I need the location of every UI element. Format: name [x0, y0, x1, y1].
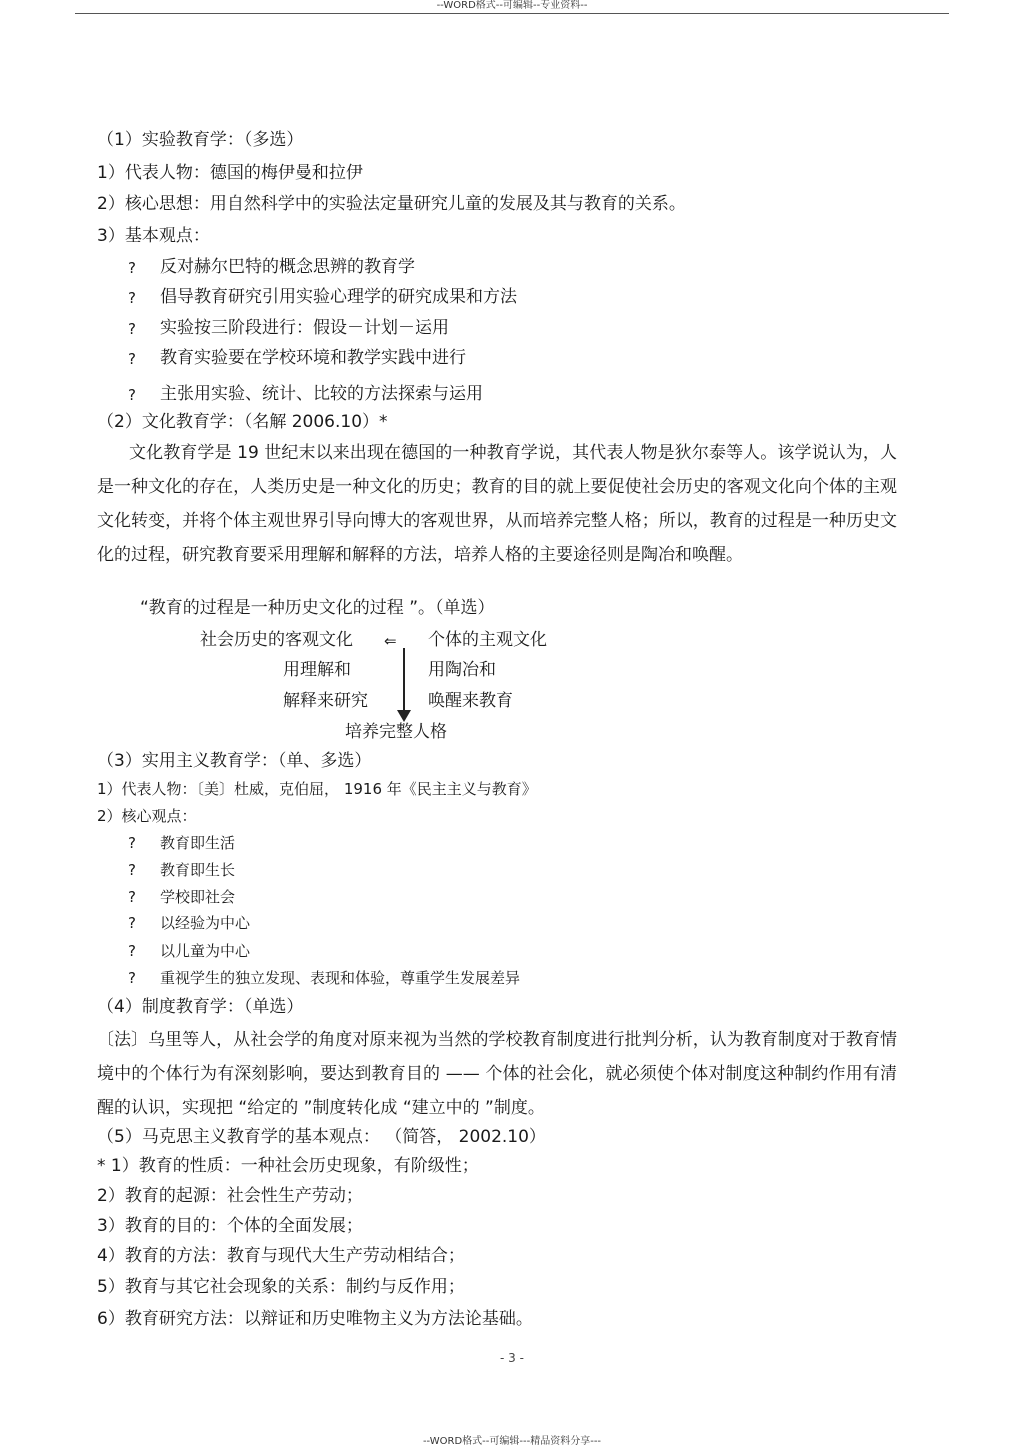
s5-line: * 1）教育的性质：一种社会历史现象，有阶级性；	[97, 1156, 479, 1176]
s5-line: 6）教育研究方法：以辩证和历史唯物主义为方法论基础。	[97, 1309, 533, 1329]
s3-title: （3）实用主义教育学：（单、多选）	[97, 751, 372, 771]
s4-paragraph: 〔法〕乌里等人，从社会学的角度对原来视为当然的学校教育制度进行批判分析，认为教育制度对于教育情境中的个体行为有深刻影响，要达到教育目的 —— 个体的社会化，就必须使个体对制度这种制约作用有清醒的认识，实现把 “给定的 ”制度转化成 “建立中的 ”制度。	[97, 1030, 897, 1118]
s1-line-3: 3）基本观点：	[97, 226, 210, 246]
bullet-icon: ?	[128, 914, 136, 932]
s4-title: （4）制度教育学：（单选）	[97, 997, 304, 1017]
s3-bullet-item: 以经验为中心	[160, 914, 251, 932]
diagram-method-label-1: 用理解和	[283, 660, 351, 680]
s1-bullet-item: 反对赫尔巴特的概念思辨的教育学	[160, 257, 415, 277]
bullet-icon: ?	[128, 320, 136, 338]
diagram-method-label-4: 唤醒来教育	[428, 691, 513, 711]
diagram-method-label-3: 用陶冶和	[428, 660, 496, 680]
diagram-subjective-culture: 个体的主观文化	[428, 630, 547, 650]
s1-title: （1）实验教育学：（多选）	[97, 130, 304, 150]
s1-bullet-item: 教育实验要在学校环境和教学实践中进行	[160, 348, 466, 368]
s3-bullet-item: 学校即社会	[160, 888, 236, 906]
page-footer: --WORD格式--可编辑---精品资料分享---	[422, 1436, 602, 1447]
s3-bullet-item: 教育即生活	[160, 834, 236, 852]
bullet-icon: ?	[128, 259, 136, 277]
bullet-icon: ?	[128, 289, 136, 307]
s1-line-1: 1）代表人物：德国的梅伊曼和拉伊	[97, 163, 363, 183]
bullet-icon: ?	[128, 386, 136, 404]
bullet-icon: ?	[128, 861, 136, 879]
s1-line-2: 2）核心思想：用自然科学中的实验法定量研究儿童的发展及其与教育的关系。	[97, 194, 686, 214]
s5-line: 2）教育的起源：社会性生产劳动；	[97, 1186, 363, 1206]
s5-line: 3）教育的目的：个体的全面发展；	[97, 1216, 363, 1236]
s3-bullet-item: 重视学生的独立发现、表现和体验，尊重学生发展差异	[160, 969, 521, 987]
page-number: - 3 -	[500, 1351, 524, 1365]
s2-paragraph: 文化教育学是 19 世纪末以来出现在德国的一种教育学说，其代表人物是狄尔泰等人。该学说认为，人是一种文化的存在，人类历史是一种文化的历史；教育的目的就上要促使社会历史的客观文化向个体的主观文化转变，并将个体主观世界引导向博大的客观世界，从而培养完整人格；所以，教育的过程是一种历史文化的过程，研究教育要采用理解和解释的方法，培养人格的主要途径则是陶冶和唤醒。	[97, 443, 897, 565]
bullet-icon: ?	[128, 350, 136, 368]
s5-line: 4）教育的方法：教育与现代大生产劳动相结合；	[97, 1246, 465, 1266]
s1-bullet-item: 主张用实验、统计、比较的方法探索与运用	[160, 384, 483, 404]
s2-quote: “教育的过程是一种历史文化的过程 ”。（单选）	[140, 598, 495, 618]
bullet-icon: ?	[128, 888, 136, 906]
s5-line: 5）教育与其它社会现象的关系：制约与反作用；	[97, 1277, 465, 1297]
diagram-method-label-2: 解释来研究	[283, 691, 368, 711]
s3-line-1: 1）代表人物：〔美〕杜威，克伯屈， 1916 年《民主主义与教育》	[97, 780, 537, 798]
s2-title: （2）文化教育学：（名解 2006.10）*	[97, 412, 388, 432]
diagram-objective-culture: 社会历史的客观文化	[200, 630, 353, 650]
down-arrow-icon	[397, 710, 411, 722]
s1-bullet-item: 倡导教育研究引用实验心理学的研究成果和方法	[160, 287, 517, 307]
left-arrow-icon: ⇐	[384, 632, 397, 650]
page-header: --WORD格式--可编辑--专业资料--	[436, 0, 588, 11]
bullet-icon: ?	[128, 969, 136, 987]
s3-line-2: 2）核心观点：	[97, 807, 197, 825]
s3-bullet-item: 教育即生长	[160, 861, 236, 879]
bullet-icon: ?	[128, 834, 136, 852]
down-arrow-shaft	[403, 648, 405, 713]
s5-title: （5）马克思主义教育学的基本观点： （简答， 2002.10）	[97, 1127, 546, 1147]
header-rule	[75, 13, 949, 14]
s3-bullet-item: 以儿童为中心	[160, 942, 251, 960]
diagram-result: 培养完整人格	[345, 722, 447, 742]
s1-bullet-item: 实验按三阶段进行：假设－计划－运用	[160, 318, 449, 338]
bullet-icon: ?	[128, 942, 136, 960]
